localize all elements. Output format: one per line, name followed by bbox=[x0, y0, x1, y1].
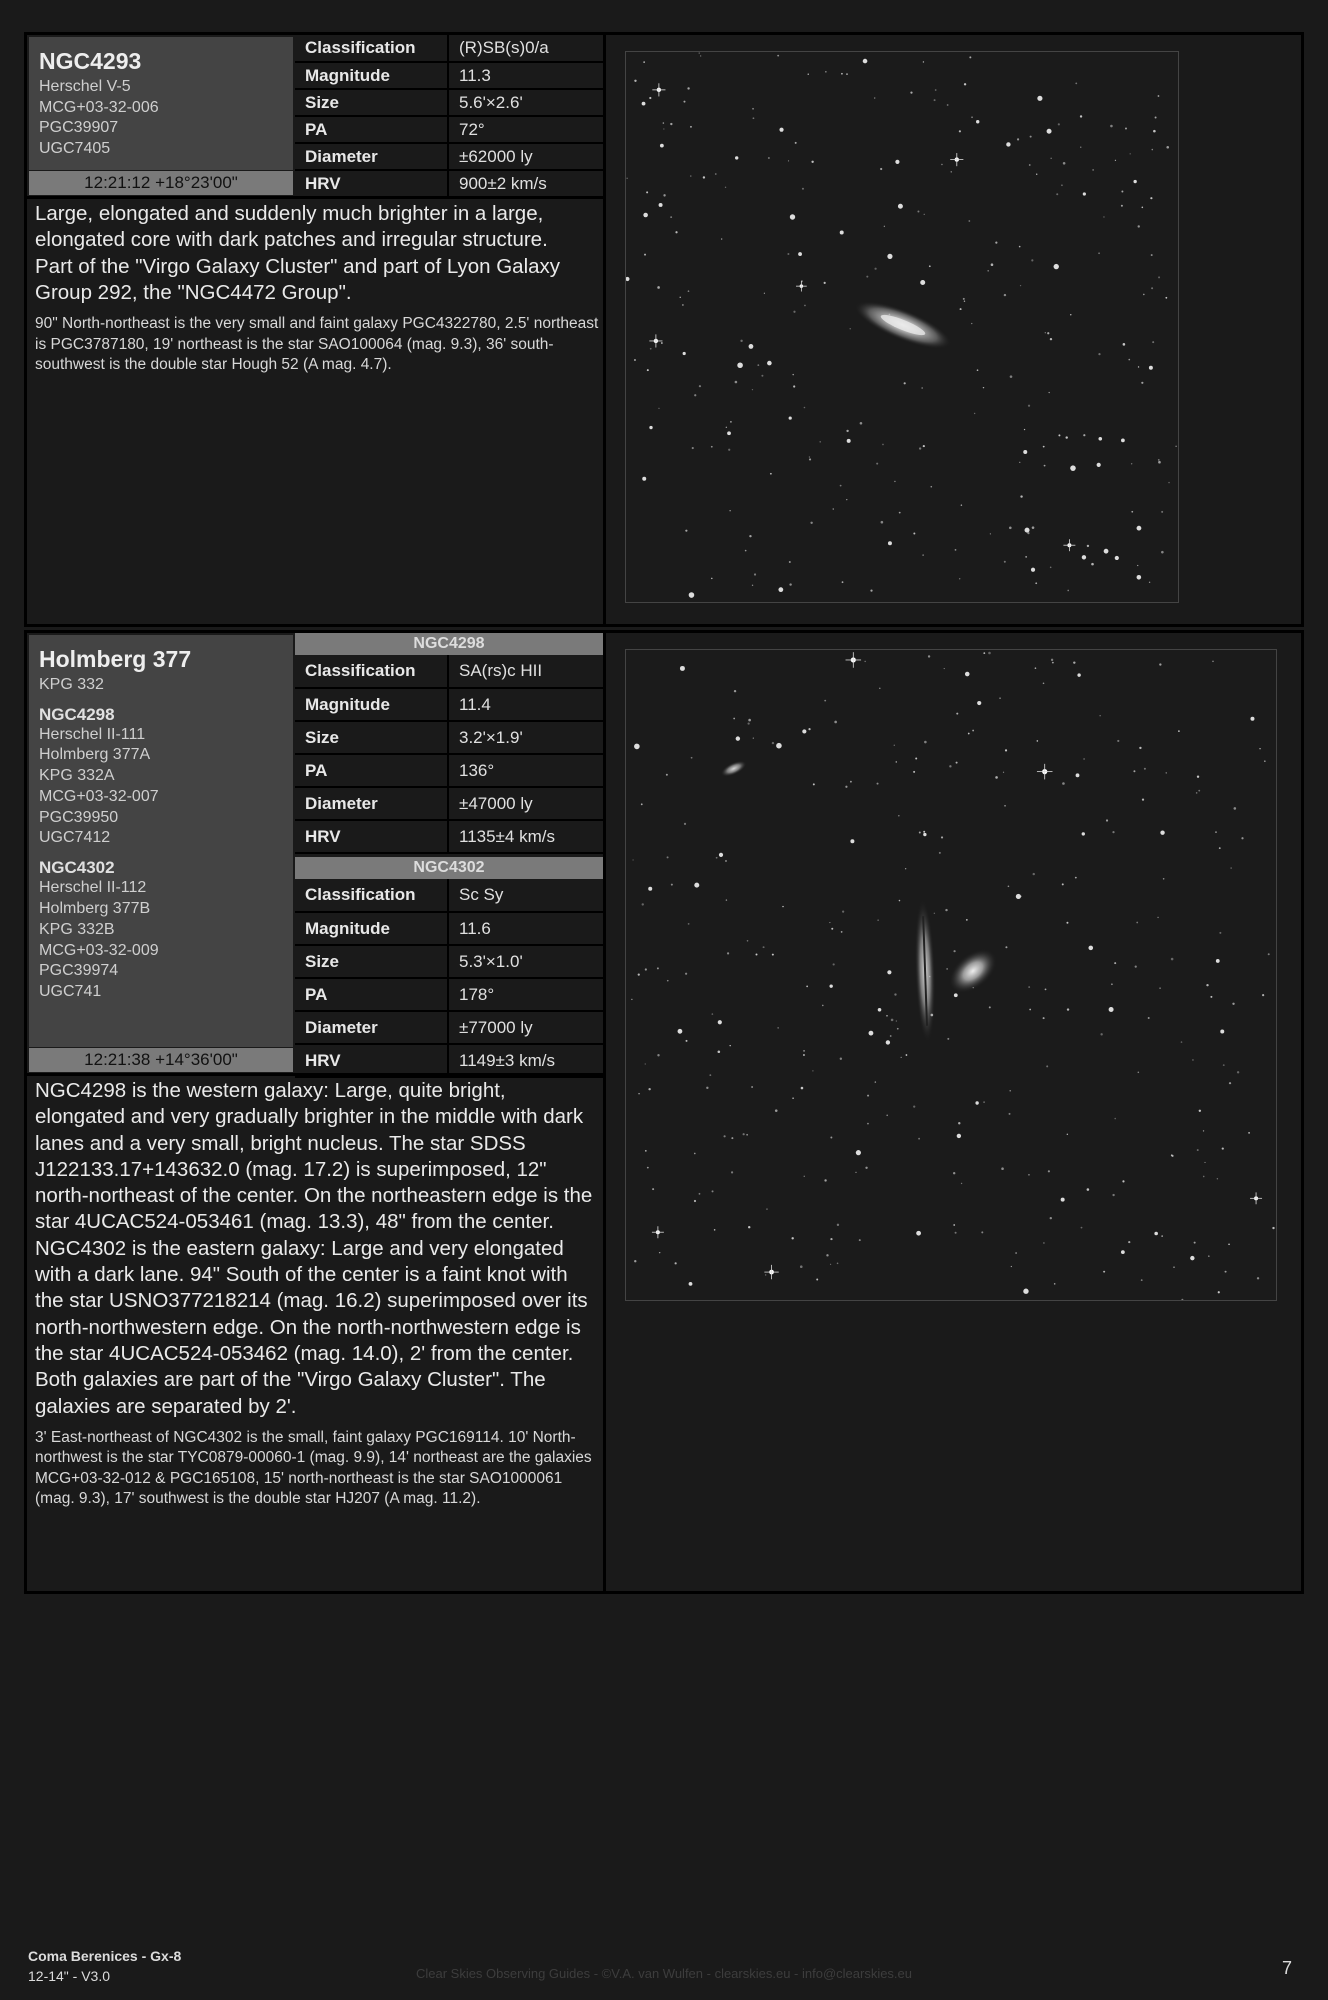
alias: UGC741 bbox=[39, 983, 102, 1001]
alias: MCG+03-32-009 bbox=[39, 941, 159, 959]
property-key: Diameter bbox=[295, 143, 448, 170]
object-entry-ngc4293 bbox=[24, 32, 1304, 627]
divider bbox=[27, 196, 603, 199]
object-entry-holmberg-377 bbox=[24, 630, 1304, 1594]
property-key: PA bbox=[295, 116, 448, 143]
property-value: 1135±4 km/s bbox=[448, 820, 603, 853]
property-key: HRV bbox=[295, 820, 448, 853]
alias: KPG 332 bbox=[39, 676, 104, 693]
property-value: SA(rs)c HII bbox=[448, 655, 603, 688]
description bbox=[35, 1078, 601, 1510]
property-key: Magnitude bbox=[295, 912, 448, 945]
property-key: HRV bbox=[295, 1044, 448, 1077]
properties-table bbox=[295, 35, 603, 198]
alias: UGC7412 bbox=[39, 829, 111, 847]
property-row bbox=[295, 688, 603, 721]
alias: Herschel II-112 bbox=[39, 879, 147, 897]
property-key: Classification bbox=[295, 655, 448, 688]
property-value: 900±2 km/s bbox=[448, 170, 603, 197]
property-row bbox=[295, 912, 603, 945]
property-key: Size bbox=[295, 721, 448, 754]
property-value: 3.2'×1.9' bbox=[448, 721, 603, 754]
star-field-image bbox=[626, 52, 1178, 602]
property-row bbox=[295, 820, 603, 853]
alias: MCG+03-32-006 bbox=[39, 98, 159, 116]
property-key: HRV bbox=[295, 170, 448, 197]
property-key: Size bbox=[295, 945, 448, 978]
object-name-box bbox=[29, 37, 293, 170]
galaxy-name: NGC4302 bbox=[39, 858, 115, 878]
property-row bbox=[295, 787, 603, 820]
property-value: ±62000 ly bbox=[448, 143, 603, 170]
description bbox=[35, 201, 601, 376]
object-title: NGC4293 bbox=[39, 48, 142, 74]
coordinates: 12:21:12 +18°23'00" bbox=[29, 171, 293, 195]
property-key: Magnitude bbox=[295, 62, 448, 89]
star-field-image bbox=[626, 650, 1276, 1300]
property-row bbox=[295, 721, 603, 754]
alias: UGC7405 bbox=[39, 139, 111, 157]
property-value: 72° bbox=[448, 116, 603, 143]
alias: PGC39974 bbox=[39, 962, 119, 980]
property-value: ±47000 ly bbox=[448, 787, 603, 820]
description-paragraph: Part of the "Virgo Galaxy Cluster" and part of Lyon Galaxy Group 292, the "NGC4472 Group". bbox=[35, 254, 561, 304]
description-paragraph: NGC4298 is the western galaxy: Large, quite bright, elongated and very gradually brighter in the middle with dark lanes and a very small, bright nucleus. The star SDSS J122133.17+143632.0 (mag. 17.2) is superimposed, 12" north-northeast of the center. On the northeastern edge is the star 4UCAC524-053461 (mag. 13.3), 48" from the center. bbox=[35, 1079, 593, 1234]
property-value: 5.6'×2.6' bbox=[448, 89, 603, 116]
alias: Herschel II-111 bbox=[39, 725, 146, 743]
galaxy-photo bbox=[625, 51, 1179, 603]
alias: Herschel V-5 bbox=[39, 78, 131, 95]
property-key: Classification bbox=[295, 879, 448, 912]
footer-credit: Clear Skies Observing Guides - ©V.A. van Wulfen - clearskies.eu - info@clearskies.eu bbox=[415, 1966, 913, 1981]
property-value: 11.3 bbox=[448, 62, 603, 89]
alias: MCG+03-32-007 bbox=[39, 787, 159, 805]
page-number: 7 bbox=[1281, 1958, 1292, 1978]
properties-table bbox=[295, 879, 603, 1078]
property-value: Sc Sy bbox=[448, 879, 603, 912]
description-paragraph: Large, elongated and suddenly much brighter in a large, elongated core with dark patches and irregular structure. bbox=[35, 202, 548, 252]
property-row bbox=[295, 879, 603, 912]
property-key: PA bbox=[295, 978, 448, 1011]
footer-version: 12-14" - V3.0 bbox=[28, 1968, 111, 1984]
footer-title: Coma Berenices - Gx-8 bbox=[28, 1948, 182, 1964]
property-value: 178° bbox=[448, 978, 603, 1011]
property-row bbox=[295, 754, 603, 787]
divider bbox=[603, 35, 606, 624]
property-row bbox=[295, 945, 603, 978]
property-key: Diameter bbox=[295, 1011, 448, 1044]
object-title: Holmberg 377 bbox=[39, 646, 192, 672]
property-row bbox=[295, 116, 603, 143]
alias: KPG 332A bbox=[39, 767, 115, 785]
galaxy-name: NGC4298 bbox=[39, 704, 115, 724]
property-row bbox=[295, 978, 603, 1011]
property-row bbox=[295, 170, 603, 197]
object-name-box bbox=[29, 635, 293, 1047]
description-paragraph: Both galaxies are part of the "Virgo Galaxy Cluster". The galaxies are separated by 2'. bbox=[35, 1368, 546, 1418]
property-key: PA bbox=[295, 754, 448, 787]
alias: Holmberg 377B bbox=[39, 900, 151, 918]
property-key: Size bbox=[295, 89, 448, 116]
property-value: 136° bbox=[448, 754, 603, 787]
property-row bbox=[295, 1011, 603, 1044]
property-value: 11.4 bbox=[448, 688, 603, 721]
alias: PGC39907 bbox=[39, 119, 119, 136]
property-value: 1149±3 km/s bbox=[448, 1044, 603, 1077]
alias: KPG 332B bbox=[39, 920, 115, 938]
property-value: (R)SB(s)0/a bbox=[448, 35, 603, 62]
surroundings-note: 90" North-northeast is the very small and faint galaxy PGC4322780, 2.5' northeast is PGC3787180, 19' northeast is the star SAO100064 (mag. 9.3), 36' south-southwest is the double star Hough 52 (A mag. 4.7). bbox=[35, 315, 599, 374]
property-value: 5.3'×1.0' bbox=[448, 945, 603, 978]
property-value: ±77000 ly bbox=[448, 1011, 603, 1044]
description-paragraph: NGC4302 is the eastern galaxy: Large and very elongated with a dark lane. 94" South of the center is a faint knot with the star USNO377218214 (mag. 16.2) superimposed over its north-northwestern edge. On the north-northwestern edge is the star 4UCAC524-053462 (mag. 14.0), 2' from the center. bbox=[35, 1236, 588, 1365]
property-row bbox=[295, 143, 603, 170]
properties-table bbox=[295, 655, 603, 854]
surroundings-note: 3' East-northeast of NGC4302 is the small, faint galaxy PGC169114. 10' North-northwest is the star TYC0879-00060-1 (mag. 9.9), 14' northeast are the galaxies MCG+03-32-012 & PGC165108, 15' north-northeast is the star SAO1000061 (mag. 9.3), 17' southwest is the double star HJ207 (A mag. 11.2). bbox=[35, 1428, 592, 1508]
property-row bbox=[295, 35, 603, 62]
alias: PGC39950 bbox=[39, 808, 119, 826]
table-header: NGC4302 bbox=[295, 857, 603, 879]
property-value: 11.6 bbox=[448, 912, 603, 945]
galaxy-photo bbox=[625, 649, 1277, 1301]
property-row bbox=[295, 89, 603, 116]
property-key: Diameter bbox=[295, 787, 448, 820]
table-header: NGC4298 bbox=[295, 633, 603, 655]
divider bbox=[27, 1073, 603, 1076]
coordinates: 12:21:38 +14°36'00" bbox=[29, 1048, 293, 1072]
alias: Holmberg 377A bbox=[39, 746, 151, 764]
divider bbox=[603, 633, 606, 1591]
property-key: Classification bbox=[295, 35, 448, 62]
property-row bbox=[295, 655, 603, 688]
property-key: Magnitude bbox=[295, 688, 448, 721]
property-row bbox=[295, 62, 603, 89]
